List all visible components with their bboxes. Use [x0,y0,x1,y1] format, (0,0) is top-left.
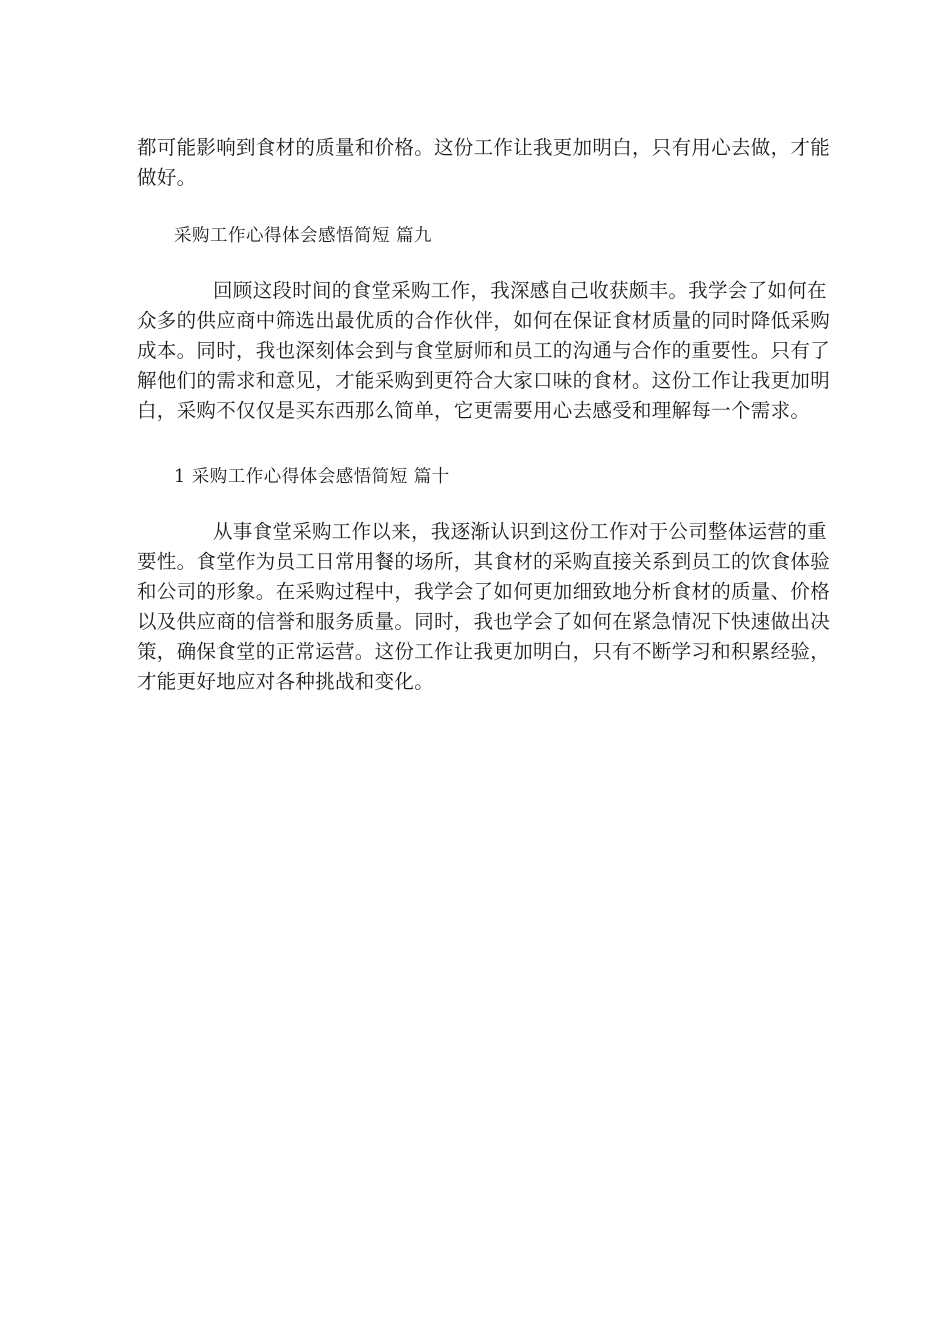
paragraph-line: 白，采购不仅仅是买东西那么简单，它更需要用心去感受和理解每一个需求。 [137,399,811,422]
paragraph-line: 策，确保食堂的正常运营。这份工作让我更加明白，只有不断学习和积累经验， [137,640,831,663]
paragraph-line: 众多的供应商中筛选出最优质的合作伙伴，如何在保证食材质量的同时降低采购 [137,309,831,332]
section-9-paragraph [137,276,831,426]
continuation-paragraph [137,133,831,193]
paragraph-line: 从事食堂采购工作以来，我逐渐认识到这份工作对于公司整体运营的重 [213,520,827,543]
section-10-paragraph [137,517,831,697]
paragraph-line: 成本。同时，我也深刻体会到与食堂厨师和员工的沟通与合作的重要性。只有了 [137,339,831,362]
paragraph-line: 回顾这段时间的食堂采购工作，我深感自己收获颇丰。我学会了如何在 [213,279,827,302]
paragraph-line: 解他们的需求和意见，才能采购到更符合大家口味的食材。这份工作让我更加明 [137,369,831,392]
paragraph-line: 和公司的形象。在采购过程中，我学会了如何更加细致地分析食材的质量、价格 [137,580,831,603]
section-heading-9: 采购工作心得体会感悟简短 篇九 [174,226,433,246]
paragraph-line: 做好。 [137,166,197,189]
section-heading-10: 1 采购工作心得体会感悟简短 篇十 [174,467,450,487]
paragraph-line: 以及供应商的信誉和服务质量。同时，我也学会了如何在紧急情况下快速做出决 [137,610,831,633]
paragraph-line: 都可能影响到食材的质量和价格。这份工作让我更加明白，只有用心去做，才能 [137,136,831,159]
paragraph-line: 才能更好地应对各种挑战和变化。 [137,670,435,693]
paragraph-line: 要性。食堂作为员工日常用餐的场所，其食材的采购直接关系到员工的饮食体验 [137,550,831,573]
